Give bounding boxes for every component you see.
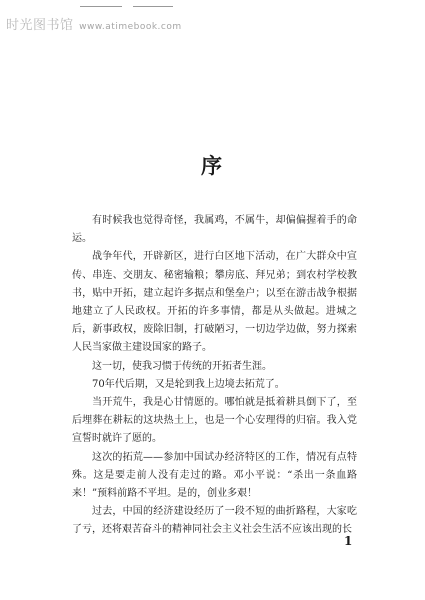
watermark-site-name: 时光图书馆 bbox=[6, 18, 74, 33]
paragraph: 过去，中国的经济建设经历了一段不短的曲折路程，大家吃了亏，还将艰苦奋斗的精神同社会主义社会生活不应该出现的长 bbox=[72, 506, 357, 536]
paragraph: 这一切，使我习惯于传统的开拓者生涯。 bbox=[92, 360, 272, 372]
paragraph: 有时候我也觉得奇怪，我属鸡，不属牛，却偏偏握着手的命运。 bbox=[72, 215, 357, 245]
header-rule-left bbox=[80, 6, 122, 7]
paragraph: 70年代后期，又是轮到我上边境去拓荒了。 bbox=[92, 378, 285, 390]
watermark bbox=[6, 14, 182, 33]
chapter-title: 序 bbox=[201, 153, 224, 178]
paragraph: 当开荒牛，我是心甘情愿的。哪怕就是抵着耕具倒下了，至后埋葬在耕耘的这块热土上，也是一个心安理得的归宿。我入党宣誓时就许了愿的。 bbox=[72, 397, 357, 445]
header-rule-right bbox=[133, 6, 173, 7]
paragraph: 战争年代，开辟新区，进行白区地下活动，在广大群众中宣传、串连、交朋友、秘密输粮；攀房底、拜兄弟；到农村学校教书，贴中开拓，建立起许多据点和堡垒户；以至在游击战争根据地建立了人民政权。开拓的许多事情，都是从头做起。进城之后，新事政权，废除旧制，打破陋习，一切边学边做，努力探索人民当家做主建设国家的路子。 bbox=[72, 251, 357, 354]
watermark-url: www.atimebook.com bbox=[79, 22, 182, 32]
body-text bbox=[72, 212, 357, 540]
page-number: 1 bbox=[344, 534, 353, 548]
paragraph: 这次的拓荒——参加中国试办经济特区的工作，情况有点特殊。这是要走前人没有走过的路。邓小平说：“杀出一条血路来！”预料前路不平坦。是的，创业多艰！ bbox=[72, 451, 357, 500]
